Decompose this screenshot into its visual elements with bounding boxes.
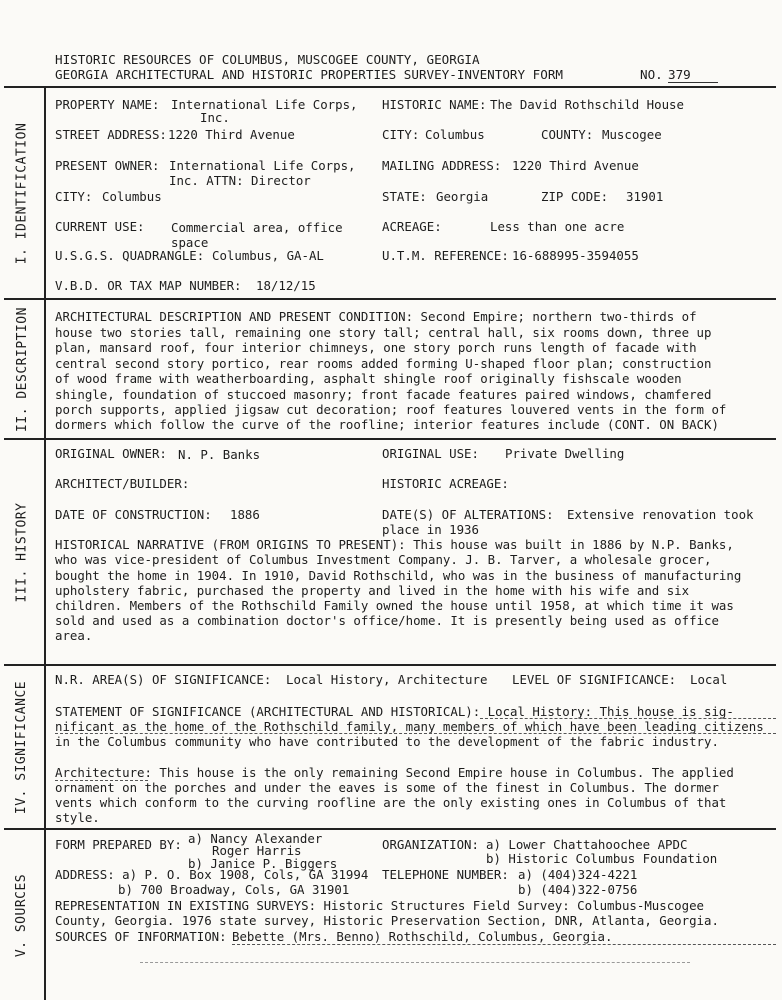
left-margin-rule xyxy=(44,86,46,1000)
description-line: of wood frame with weatherboarding, asphalt shingle roof originally fishscale wooden xyxy=(55,371,682,386)
narrative-line: children. Members of the Rothschild Family owned the house until 1958, at which time it was xyxy=(55,598,734,613)
rule-4 xyxy=(4,828,776,830)
description-line: plan, mansard roof, four interior chimneys, one story porch runs length of facade with xyxy=(55,340,697,355)
form-number-value: 379 xyxy=(668,67,718,83)
zip-code-value: 31901 xyxy=(626,189,664,204)
usgs-quadrangle-value: Columbus, GA-AL xyxy=(212,248,324,263)
statement-underline xyxy=(55,733,776,734)
architecture-underline xyxy=(55,780,148,781)
present-owner-value-cont: Inc. ATTN: Director xyxy=(169,173,311,188)
organization-label: ORGANIZATION: xyxy=(382,837,479,852)
prepared-by-a-cont: Roger Harris xyxy=(212,843,302,858)
statement-underline xyxy=(480,718,776,719)
prepared-by-b: b) Janice P. Biggers xyxy=(188,856,338,871)
level-of-significance-label: LEVEL OF SIGNIFICANCE: xyxy=(512,672,677,687)
current-use-value-cont: space xyxy=(171,235,209,250)
architecture-line: Architecture: This house is the only remaining Second Empire house in Columbus. The applied xyxy=(55,765,734,780)
address-line-b: b) 700 Broadway, Cols, GA 31901 xyxy=(118,882,350,897)
form-header-subtitle: GEORGIA ARCHITECTURAL AND HISTORIC PROPERTIES SURVEY-INVENTORY FORM xyxy=(55,67,563,82)
property-name-label: PROPERTY NAME: xyxy=(55,97,160,112)
present-owner-value: International Life Corps, xyxy=(169,158,356,173)
tax-map-value: 18/12/15 xyxy=(256,278,316,293)
prepared-by-a: a) Nancy Alexander xyxy=(188,831,323,846)
narrative-line: HISTORICAL NARRATIVE (FROM ORIGINS TO PRESENT): This house was built in 1886 by N.P. Banks, xyxy=(55,537,734,552)
original-use-label: ORIGINAL USE: xyxy=(382,446,479,461)
level-of-significance-value: Local xyxy=(690,672,728,687)
nr-area-label: N.R. AREA(S) OF SIGNIFICANCE: xyxy=(55,672,272,687)
city-value: Columbus xyxy=(425,127,485,142)
narrative-line: sold and used as a combination doctor's office/home. It is presently being used as office xyxy=(55,613,719,628)
utm-reference-label: U.T.M. REFERENCE: xyxy=(382,248,509,263)
organization-b: b) Historic Columbus Foundation xyxy=(486,851,718,866)
section-label-significance: IV. SIGNIFICANCE xyxy=(14,680,30,814)
architecture-line: vents which conform to the curving roofline are the only existing ones in Columbus of that xyxy=(55,795,727,810)
property-name-value: International Life Corps, xyxy=(171,97,358,112)
acreage-value: Less than one acre xyxy=(490,219,625,234)
mailing-address-label: MAILING ADDRESS: xyxy=(382,158,502,173)
present-owner-label: PRESENT OWNER: xyxy=(55,158,160,173)
narrative-line: upholstery fabric, purchased the property and lived in the home with his wife and six xyxy=(55,583,690,598)
section-label-description: II. DESCRIPTION xyxy=(14,306,30,432)
architect-builder-label: ARCHITECT/BUILDER: xyxy=(55,476,190,491)
statement-line: in the Columbus community who have contributed to the development of the fabric industry. xyxy=(55,734,719,749)
usgs-quadrangle-label: U.S.G.S. QUADRANGLE: xyxy=(55,248,205,263)
acreage-label: ACREAGE: xyxy=(382,219,442,234)
zip-code-label: ZIP CODE: xyxy=(541,189,609,204)
state-value: Georgia xyxy=(436,189,489,204)
description-line: shingle, foundation of stuccoed masonry; front facade features paired windows, chamfered xyxy=(55,387,712,402)
construction-date-value: 1886 xyxy=(230,507,260,522)
form-number-label: NO. xyxy=(640,67,663,82)
section-label-sources: V. SOURCES xyxy=(14,873,30,957)
rule-1 xyxy=(4,298,776,300)
rule-2 xyxy=(4,438,776,440)
owner-city-label: CITY: xyxy=(55,189,93,204)
utm-reference-value: 16-688995-3594055 xyxy=(512,248,639,263)
sources-of-information-label: SOURCES OF INFORMATION: xyxy=(55,929,227,944)
representation-line: REPRESENTATION IN EXISTING SURVEYS: Historic Structures Field Survey: Columbus-Muscogee xyxy=(55,898,705,913)
address-line-a: ADDRESS: a) P. O. Box 1908, Cols, GA 31994 xyxy=(55,867,369,882)
original-owner-label: ORIGINAL OWNER: xyxy=(55,446,167,461)
tax-map-label: V.B.D. OR TAX MAP NUMBER: xyxy=(55,278,242,293)
telephone-b: b) (404)322-0756 xyxy=(518,882,638,897)
sources-of-information-value: Bebette (Mrs. Benno) Rothschild, Columbus, Georgia. xyxy=(232,929,613,944)
rule-3 xyxy=(4,664,776,666)
historic-acreage-label: HISTORIC ACREAGE: xyxy=(382,476,509,491)
street-address-value: 1220 Third Avenue xyxy=(168,127,295,142)
county-value: Muscogee xyxy=(602,127,662,142)
description-line: ARCHITECTURAL DESCRIPTION AND PRESENT CONDITION: Second Empire; northern two-thirds of xyxy=(55,309,697,324)
original-use-value: Private Dwelling xyxy=(505,446,625,461)
state-label: STATE: xyxy=(382,189,427,204)
rule-top xyxy=(4,86,776,88)
description-line: dormers which follow the curve of the roofline; interior features include (CONT. ON BACK) xyxy=(55,417,719,432)
alterations-label: DATE(S) OF ALTERATIONS: xyxy=(382,507,554,522)
alterations-value: Extensive renovation took xyxy=(567,507,754,522)
representation-line: County, Georgia. 1976 state survey, Historic Preservation Section, DNR, Atlanta, Georgia. xyxy=(55,913,719,928)
section-label-history: III. HISTORY xyxy=(14,502,30,602)
county-label: COUNTY: xyxy=(541,127,594,142)
construction-date-label: DATE OF CONSTRUCTION: xyxy=(55,507,212,522)
historic-name-value: The David Rothschild House xyxy=(490,97,684,112)
street-address-label: STREET ADDRESS: xyxy=(55,127,167,142)
alterations-value-cont: place in 1936 xyxy=(382,522,479,537)
telephone-label: TELEPHONE NUMBER: xyxy=(382,867,509,882)
sources-underline xyxy=(232,944,776,945)
historic-name-label: HISTORIC NAME: xyxy=(382,97,487,112)
statement-line: nificant as the home of the Rothschild family, many members of which have been leading citizens xyxy=(55,719,764,734)
description-line: porch supports, applied jigsaw cut decoration; roof features louvered vents in the form of xyxy=(55,402,727,417)
description-line: central second story portico, rear rooms added forming U-shaped floor plan; construction xyxy=(55,356,712,371)
narrative-line: area. xyxy=(55,628,93,643)
description-line: house two stories tall, remaining one story tall; central hall, six rooms down, three up xyxy=(55,325,712,340)
form-header-title: HISTORIC RESOURCES OF COLUMBUS, MUSCOGEE COUNTY, GEORGIA xyxy=(55,52,480,67)
statement-line: STATEMENT OF SIGNIFICANCE (ARCHITECTURAL AND HISTORICAL): Local History: This house is sig- xyxy=(55,704,734,719)
organization-a: a) Lower Chattahoochee APDC xyxy=(486,837,688,852)
mailing-address-value: 1220 Third Avenue xyxy=(512,158,639,173)
prepared-by-label: FORM PREPARED BY: xyxy=(55,837,182,852)
narrative-line: who was vice-president of Columbus Investment Company. J. B. Tarver, a wholesale grocer, xyxy=(55,552,712,567)
owner-city-value: Columbus xyxy=(102,189,162,204)
telephone-a: a) (404)324-4221 xyxy=(518,867,638,882)
original-owner-value: N. P. Banks xyxy=(178,447,261,462)
current-use-label: CURRENT USE: xyxy=(55,219,145,234)
current-use-value: Commercial area, office xyxy=(171,220,343,235)
narrative-line: bought the home in 1904. In 1910, David Rothschild, who was in the business of manufacturing xyxy=(55,568,742,583)
nr-area-value: Local History, Architecture xyxy=(286,672,488,687)
city-label: CITY: xyxy=(382,127,420,142)
blank-line xyxy=(140,962,690,963)
section-label-identification: I. IDENTIFICATION xyxy=(14,122,30,264)
architecture-line: ornament on the porches and under the eaves is some of the finest in Columbus. The dormer xyxy=(55,780,719,795)
property-name-value-cont: Inc. xyxy=(200,110,230,125)
architecture-line: style. xyxy=(55,810,100,825)
